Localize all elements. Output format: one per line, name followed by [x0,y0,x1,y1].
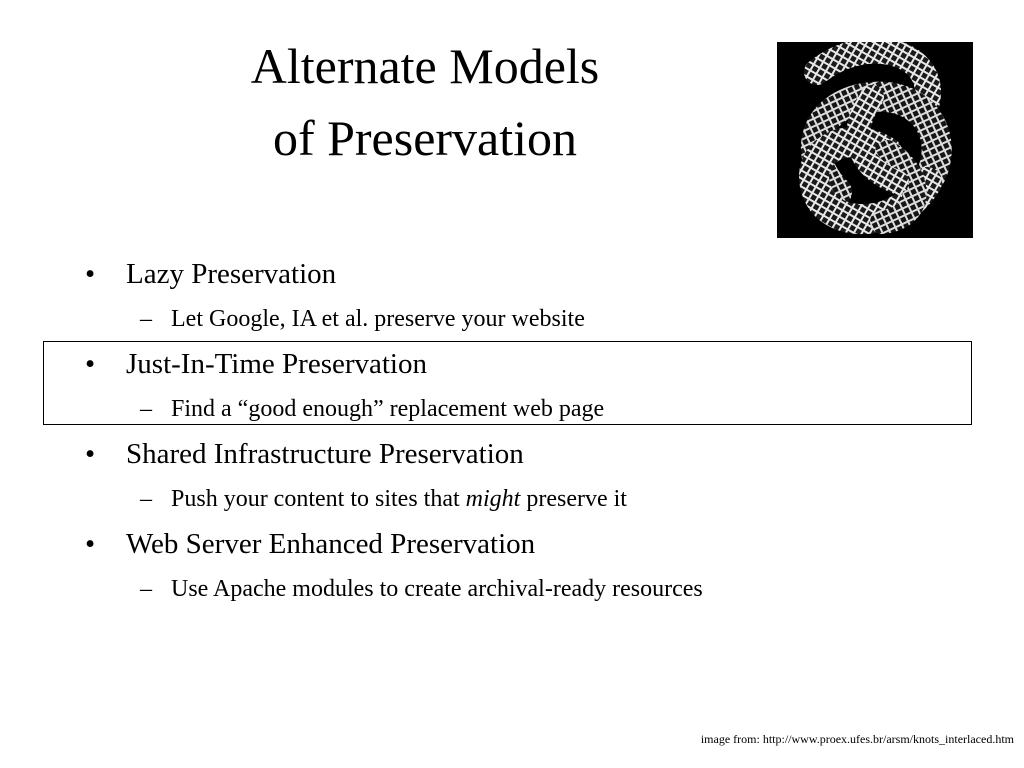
bullet-label: Shared Infrastructure Preservation [126,438,524,470]
bullet-sub-label-after: preserve it [520,486,627,512]
bullet-marker: • [85,258,96,290]
sub-marker: – [140,576,152,602]
sub-marker: – [140,306,152,332]
bullet-sub [140,482,627,516]
bullet-main [85,524,535,564]
bullet-sub [140,302,585,336]
bullet-sub-label: Use Apache modules to create archival-ready resources [171,576,703,602]
bullet-label: Web Server Enhanced Preservation [126,528,536,560]
bullet-main [85,344,427,384]
bullet-label: Lazy Preservation [126,258,337,290]
slide-title-line-1: Alternate Models [250,38,600,94]
bullet-label: Just-In-Time Preservation [126,348,427,380]
bullet-sub-label-before: Push your content to sites that [171,486,466,512]
bullet-sub-label: Let Google, IA et al. preserve your website [171,306,585,332]
slide-title [150,30,700,174]
bullet-sub-emphasis: might [465,486,521,512]
sub-marker: – [140,486,152,512]
sub-marker: – [140,396,152,422]
slide-title-line-2: of Preservation [272,110,578,166]
bullet-main [85,434,524,474]
bullet-marker: • [85,438,96,470]
bullet-sub-label: Find a “good enough” replacement web page [171,396,605,422]
bullet-marker: • [85,348,96,380]
bullet-sub [140,392,604,426]
image-caption: image from: http://www.proex.ufes.br/arsm/knots_interlaced.htm [700,732,1014,746]
bullet-marker: • [85,528,96,560]
bullet-main [85,254,336,294]
knot-image [777,42,973,238]
bullet-sub [140,572,703,606]
